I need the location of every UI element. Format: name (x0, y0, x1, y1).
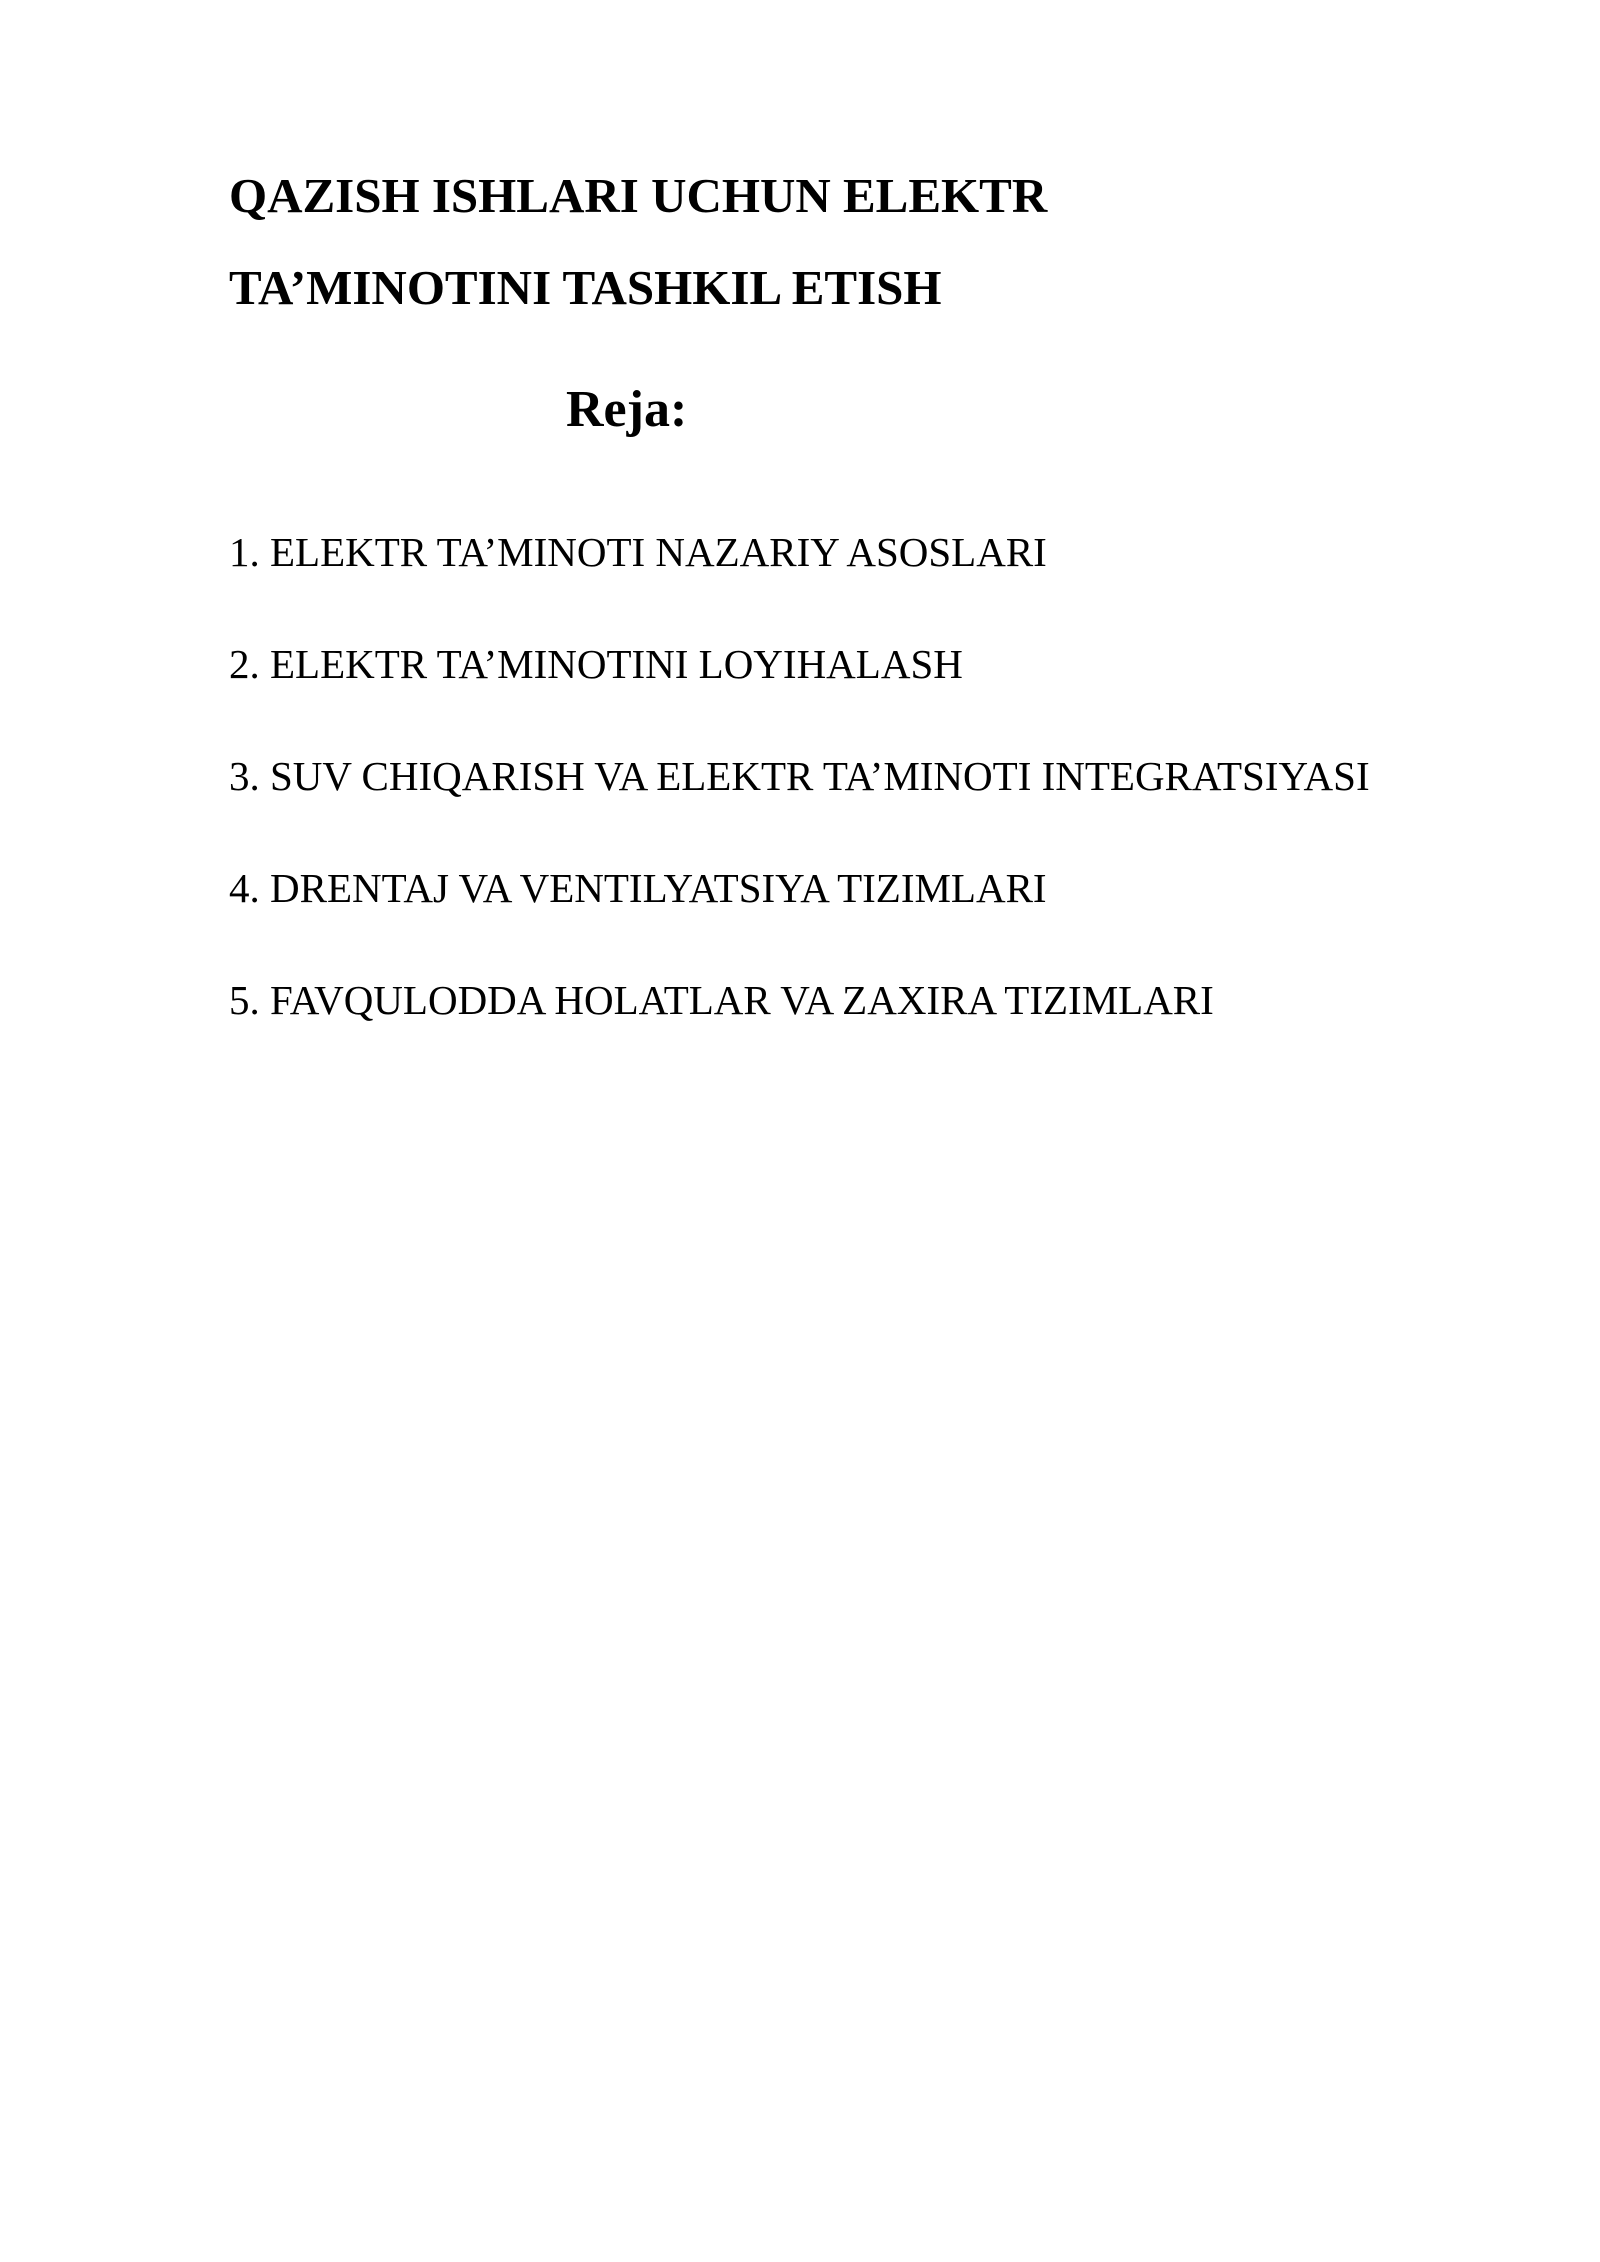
plan-heading: Reja: (566, 381, 688, 438)
plan-item-4: 4. DRENTAJ VA VENTILYATSIYA TIZIMLARI (229, 865, 1047, 911)
plan-item-2: 2. ELEKTR TA’MINOTINI LOYIHALASH (229, 641, 963, 687)
plan-item-5: 5. FAVQULODDA HOLATLAR VA ZAXIRA TIZIMLARI (229, 977, 1214, 1023)
document-title (229, 150, 1429, 334)
title-line-1: QAZISH ISHLARI UCHUN ELEKTR (229, 168, 1048, 223)
plan-item-3: 3. SUV CHIQARISH VA ELEKTR TA’MINOTI INTEGRATSIYASI (229, 753, 1370, 799)
plan-item-1: 1. ELEKTR TA’MINOTI NAZARIY ASOSLARI (229, 529, 1047, 575)
title-line-2: TA’MINOTINI TASHKIL ETISH (229, 260, 942, 315)
plan-list (229, 496, 1370, 1056)
